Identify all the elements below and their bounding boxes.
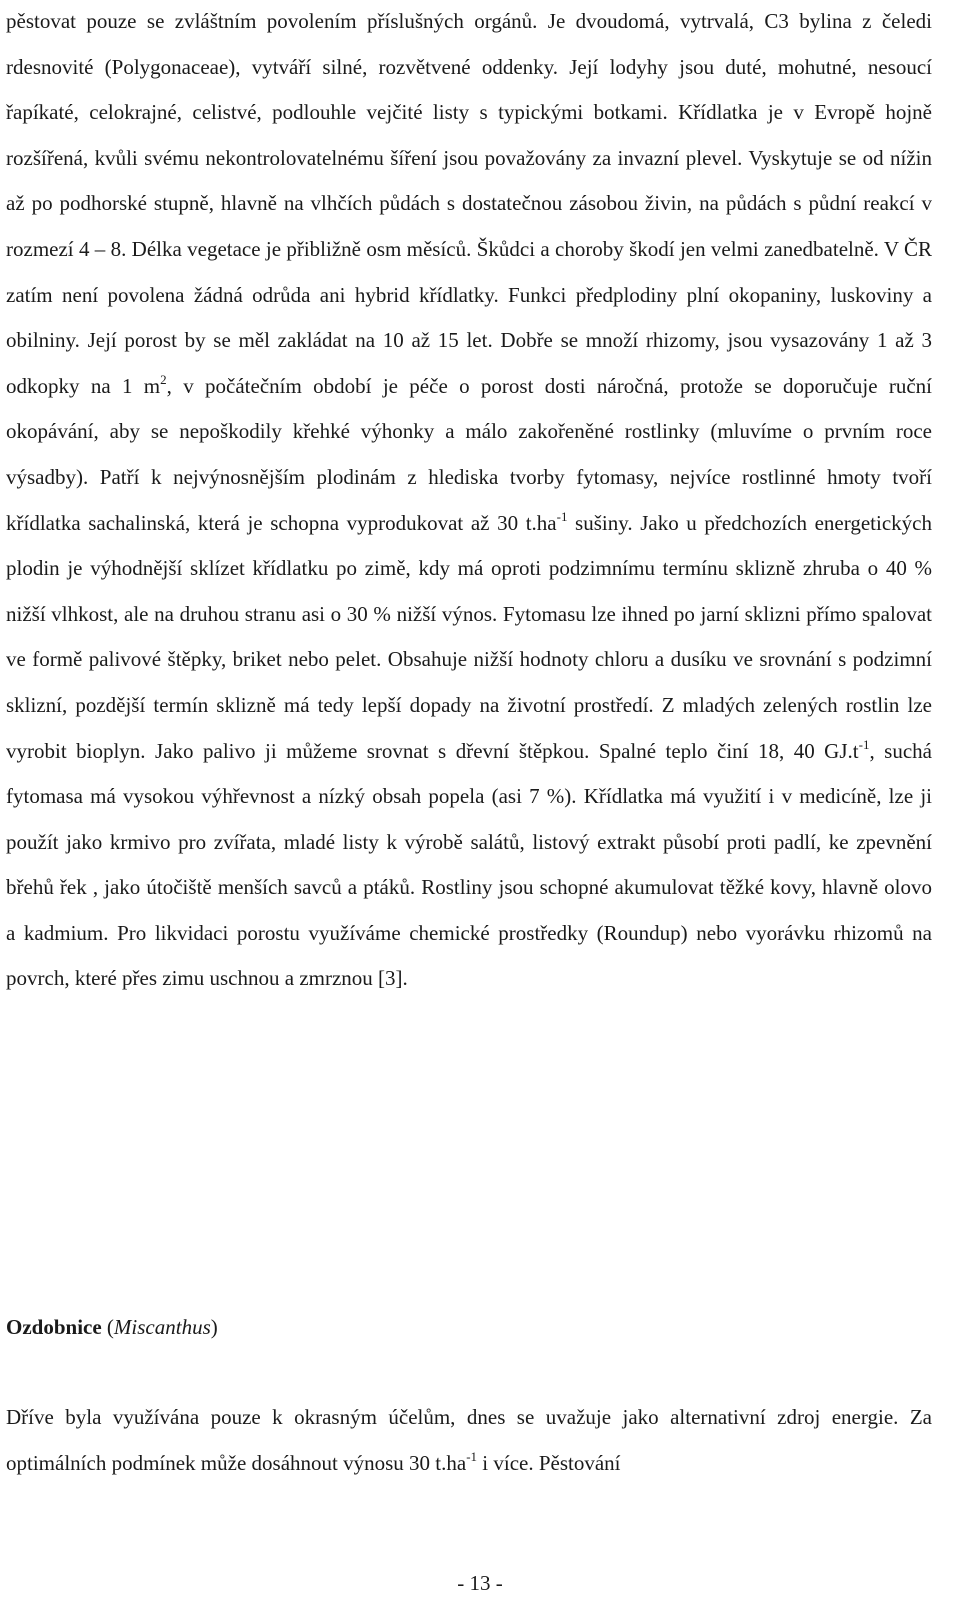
paragraph-japanese-knotweed [6, 0, 932, 1002]
paragraph-text: pěstovat pouze se zvláštním povolením příslušných orgánů. Je dvoudomá, vytrvalá, C3 bylina z čeledi rdesnovité (Polygonaceae), vytváří silné, rozvětvené oddenky. Její lodyhy jsou duté, mohutné, nesoucí řapíkaté, celokrajné, celistvé, podlouhle vejčité listy s typickými botkami. Křídlatka je v Evropě hojně rozšířená, kvůli svému nekontrolovatelnému šíření jsou považovány za invazní plevel. Vyskytuje se od nížin až po podhorské stupně, hlavně na vlhčích půdách s dostatečnou zásobou živin, na půdách s půdní reakcí v rozmezí 4 – 8. Délka vegetace je přibližně osm měsíců. Škůdci a choroby škodí jen velmi zanedbatelně. V ČR zatím není povolena žádná odrůda ani hybrid křídlatky. Funkci předplodiny plní okopaniny, luskoviny a obilniny. Její porost by se měl zakládat na 10 až 15 let. Dobře se množí rhizomy, jsou vysazovány 1 až 3 odkopky na 1 m [6, 9, 932, 398]
heading-bold-text: Ozdobnice [6, 1315, 102, 1339]
heading-paren-close: ) [210, 1315, 218, 1339]
paragraph-miscanthus [6, 1395, 932, 1486]
page-number: - 13 - [457, 1571, 503, 1595]
paragraph-text: , suchá fytomasa má vysokou výhřevnost a nízký obsah popela (asi 7 %). Křídlatka má využití i v medicíně, lze ji použít jako krmivo pro zvířata, mladé listy k výrobě salátů, listový extrakt působí proti padlí, ke zpevnění břehů řek , jako útočiště menších savců a ptáků. Rostliny jsou schopné akumulovat těžké kovy, hlavně olovo a kadmium. Pro likvidaci porostu využíváme chemické prostředky (Roundup) nebo vyorávku rhizomů na povrch, které přes zimu uschnou a zmrznou [3]. [6, 738, 932, 991]
paragraph-text: i více. Pěstování [477, 1450, 621, 1475]
section-heading-miscanthus [6, 1313, 218, 1341]
superscript: -1 [858, 736, 870, 752]
paragraph-text: sušiny. Jako u předchozích energetických plodin je výhodnější sklízet křídlatku po zimě, kdy má oproti podzimnímu termínu sklizně zhruba o 40 % nižší vlhkost, ale na druhou stranu asi o 30 % nižší výnos. Fytomasu lze ihned po jarní sklizni přímo spalovat ve formě palivové štěpky, briket nebo pelet. Obsahuje nižší hodnoty chloru a dusíku ve srovnání s podzimní sklizní, pozdější termín sklizně má tedy lepší dopady na životní prostředí. Z mladých zelených rostlin lze vyrobit bioplyn. Jako palivo ji můžeme srovnat s dřevní štěpkou. Spalné teplo činí 18, 40 GJ.t [6, 510, 932, 763]
paragraph-text: , v počátečním období je péče o porost dosti náročná, protože se doporučuje ruční okopávání, aby se nepoškodily křehké výhonky a málo zakořeněné rostlinky (mluvíme o prvním roce výsadby). Patří k nejvýnosnějším plodinám z hlediska tvorby fytomasy, nejvíce rostlinné hmoty tvoří křídlatka sachalinská, která je schopna vyprodukovat až 30 t.ha [6, 373, 932, 535]
heading-paren-open: ( [101, 1315, 114, 1339]
superscript: 2 [160, 371, 167, 387]
heading-latin-name: Miscanthus [113, 1315, 211, 1339]
superscript: -1 [556, 508, 568, 524]
superscript: -1 [466, 1448, 478, 1464]
paragraph-text: Dříve byla využívána pouze k okrasným účelům, dnes se uvažuje jako alternativní zdroj energie. Za optimálních podmínek může dosáhnout výnosu 30 t.ha [6, 1405, 932, 1475]
